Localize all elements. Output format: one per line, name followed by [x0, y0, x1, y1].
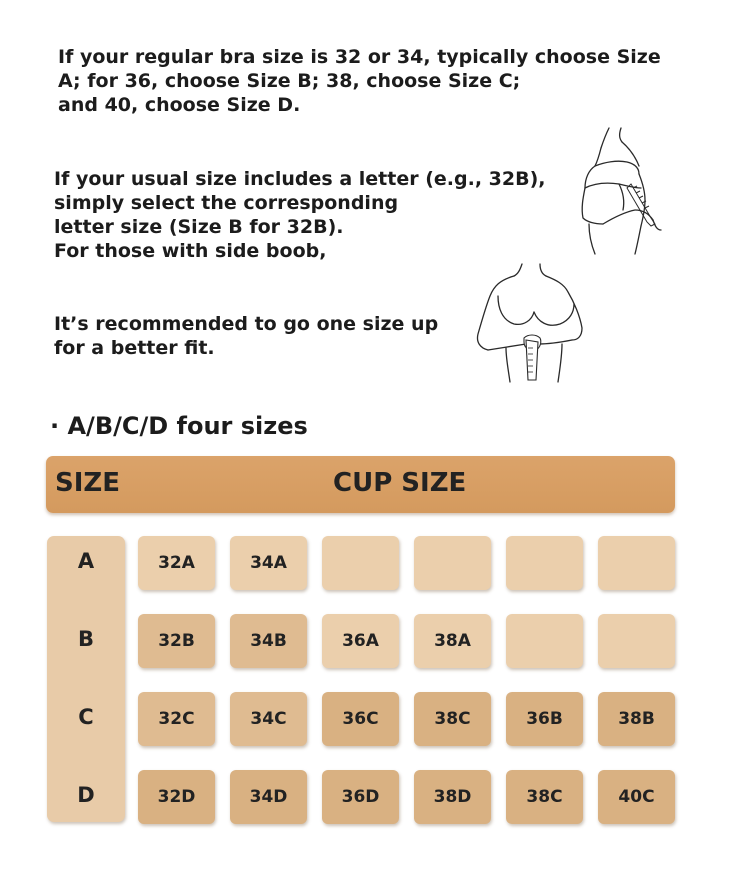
- size-cell: 40C: [598, 770, 675, 824]
- row-letter-d: D: [77, 783, 95, 807]
- size-guide-paragraph-3: [54, 312, 438, 360]
- size-cell: 34C: [230, 692, 307, 746]
- size-cell: 34A: [230, 536, 307, 590]
- size-cell: [598, 614, 675, 668]
- size-cell: [598, 536, 675, 590]
- size-cell: 38D: [414, 770, 491, 824]
- text-line: It’s recommended to go one size up: [54, 313, 439, 335]
- size-cell: 36A: [322, 614, 399, 668]
- text-line: For those with side boob,: [54, 240, 327, 262]
- size-cell: 32C: [138, 692, 215, 746]
- size-cell: [506, 614, 583, 668]
- size-cell: [506, 536, 583, 590]
- size-guide-paragraph-1: [58, 45, 661, 117]
- section-title: · A/B/C/D four sizes: [50, 412, 308, 440]
- size-cell: 38B: [598, 692, 675, 746]
- text-line: A; for 36, choose Size B; 38, choose Size C;: [58, 70, 521, 92]
- header-cup-size-label: CUP SIZE: [333, 468, 467, 498]
- size-cell: 36B: [506, 692, 583, 746]
- size-cell: 34B: [230, 614, 307, 668]
- size-cell: 32B: [138, 614, 215, 668]
- size-cell: 36D: [322, 770, 399, 824]
- size-cell: 32A: [138, 536, 215, 590]
- text-line: and 40, choose Size D.: [58, 94, 301, 116]
- row-letter-a: A: [77, 549, 95, 573]
- size-cell: 34D: [230, 770, 307, 824]
- size-guide-paragraph-2: [54, 167, 545, 263]
- size-letter-column: [47, 536, 125, 822]
- size-cell: 36C: [322, 692, 399, 746]
- size-cell: 38C: [414, 692, 491, 746]
- row-letter-b: B: [77, 627, 94, 651]
- measuring-bust-front-illustration: [470, 262, 590, 384]
- header-size-label: SIZE: [55, 468, 121, 498]
- size-cell: 38A: [414, 614, 491, 668]
- size-cell: [322, 536, 399, 590]
- size-cell: [414, 536, 491, 590]
- size-cell: 38C: [506, 770, 583, 824]
- text-line: If your regular bra size is 32 or 34, typically choose Size: [58, 46, 661, 68]
- text-line: for a better fit.: [54, 337, 215, 359]
- size-cell: 32D: [138, 770, 215, 824]
- text-line: letter size (Size B for 32B).: [54, 216, 344, 238]
- text-line: simply select the corresponding: [54, 192, 399, 214]
- measuring-underbust-side-illustration: [565, 126, 675, 256]
- size-table-header: [46, 456, 675, 513]
- text-line: If your usual size includes a letter (e.g., 32B),: [54, 168, 546, 190]
- row-letter-c: C: [78, 705, 94, 729]
